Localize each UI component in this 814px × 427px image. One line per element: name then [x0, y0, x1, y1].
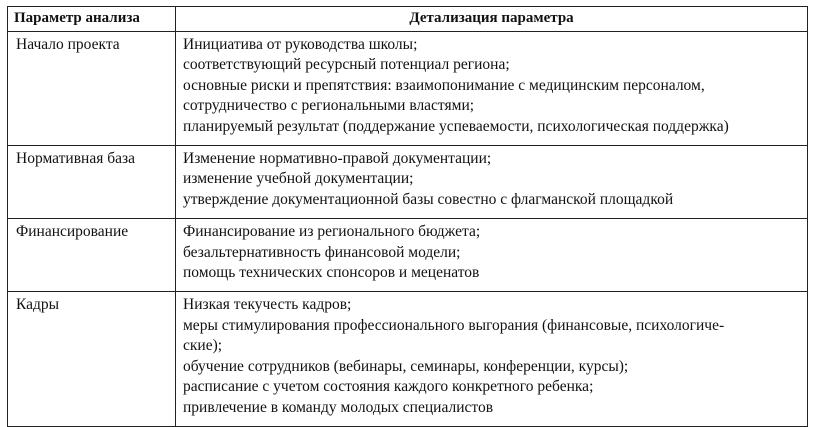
table-row: [8, 146, 808, 219]
detail-line: расписание с учетом состояния каждого конкретного ребенка;: [183, 378, 594, 396]
details-cell: [176, 292, 808, 426]
detail-line: соответствующий ресурсный потенциал региона;: [183, 56, 510, 74]
parameter-cell: Начало проекта: [8, 32, 176, 146]
detail-line: Изменение нормативно-правой документации;: [183, 150, 492, 168]
parameter-cell: Финансирование: [8, 219, 176, 292]
header-details: Детализация параметра: [176, 7, 808, 32]
parameter-cell: Нормативная база: [8, 146, 176, 219]
parameter-cell: Кадры: [8, 292, 176, 426]
details-cell: [176, 32, 808, 146]
detail-line: утверждение документационной базы совестно с флагманской площадкой: [183, 190, 674, 208]
table-row: [8, 292, 808, 426]
analysis-table-container: [7, 6, 807, 427]
detail-line: обучение сотрудников (вебинары, семинары, конференции, курсы);: [183, 357, 629, 375]
details-cell: [176, 146, 808, 219]
table-row: [8, 32, 808, 146]
detail-line: сотрудничество с региональными властями;: [183, 97, 475, 115]
detail-line: Финансирование из регионального бюджета;: [183, 223, 481, 241]
detail-line: помощь технических спонсоров и меценатов: [183, 264, 480, 282]
details-cell: [176, 219, 808, 292]
detail-line: безальтернативность финансовой модели;: [183, 243, 461, 261]
header-row: [8, 7, 808, 32]
detail-line: основные риски и препятствия: взаимопонимание с медицинским персоналом,: [183, 76, 705, 94]
detail-line: меры стимулирования профессионального выгорания (финансовые, психологиче-: [183, 316, 725, 334]
detail-line: планируемый результат (поддержание успеваемости, психологическая поддержка): [183, 117, 729, 135]
header-parameter: Параметр анализа: [8, 7, 176, 32]
detail-line: Низкая текучесть кадров;: [183, 296, 352, 314]
detail-line: изменение учебной документации;: [183, 170, 414, 188]
detail-line: Инициатива от руководства школы;: [183, 36, 418, 53]
detail-line: ские);: [183, 337, 223, 355]
table-row: [8, 219, 808, 292]
detail-line: привлечение в команду молодых специалистов: [183, 398, 494, 416]
analysis-table: [7, 6, 808, 427]
